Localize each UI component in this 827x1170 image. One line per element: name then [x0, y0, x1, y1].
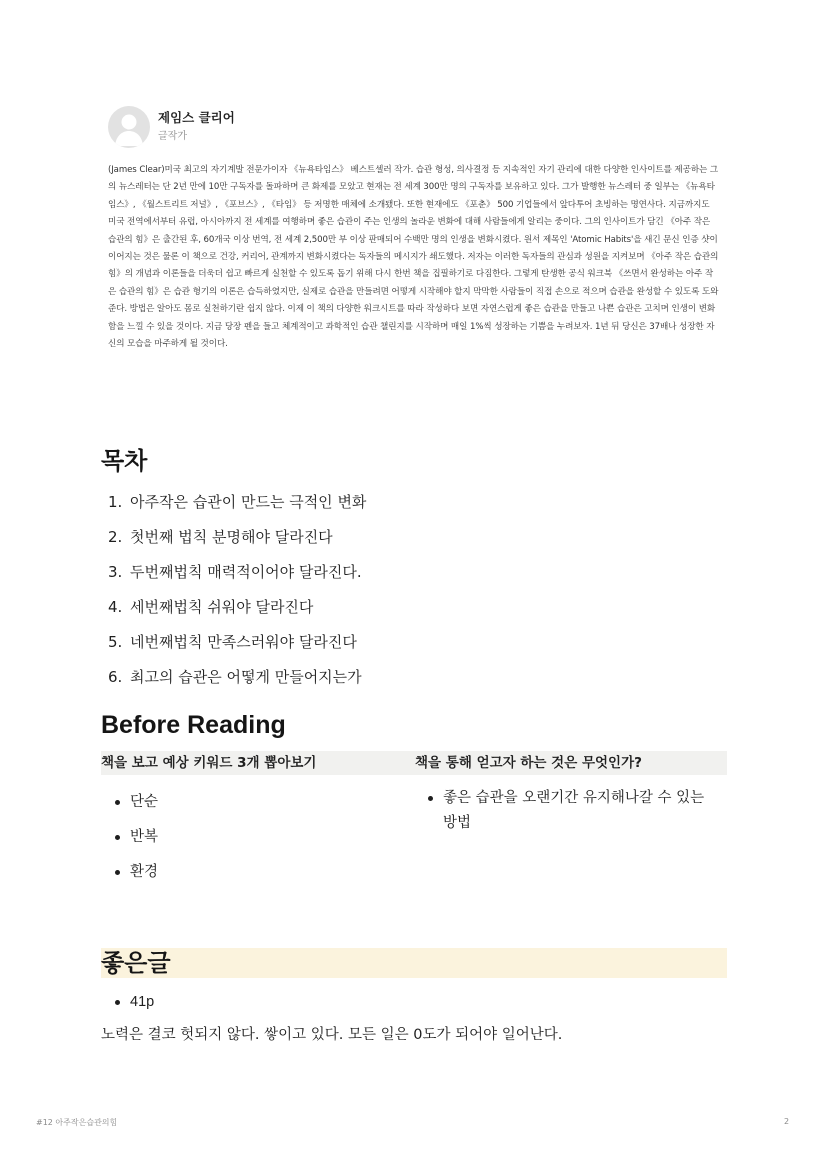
before-reading-heading: Before Reading [101, 711, 286, 739]
keywords-column-header-text: 책을 보고 예상 키워드 3개 뽑아보기 [101, 755, 317, 771]
toc-item-number: 2. [108, 528, 123, 546]
toc-item [108, 660, 366, 695]
goals-column-header-text: 책을 통해 얻고자 하는 것은 무엇인가? [415, 755, 642, 771]
toc-item [108, 590, 366, 625]
good-quote-heading-highlight [101, 948, 727, 978]
list-item: 반복 [108, 820, 158, 855]
user-silhouette-icon [108, 106, 150, 148]
page-number: 2 [784, 1117, 790, 1126]
toc-item-number: 4. [108, 598, 123, 616]
toc-item-text: 세번째법칙 쉬워야 달라진다 [130, 598, 314, 616]
table-of-contents [108, 485, 366, 695]
toc-item [108, 485, 366, 520]
toc-item-text: 첫번째 법칙 분명해야 달라진다 [130, 528, 333, 546]
author-block [108, 106, 235, 148]
author-bio: (James Clear)미국 최고의 자기계발 전문가이자 《뉴욕타임스》 베스트셀러 작가. 습관 형성, 의사결정 등 지속적인 자기 관리에 대한 다양한 인사이트를 제공하는 그의 뉴스레터는 단 2년 만에 10만 구독자를 돌파하며 큰 화제를 모았고 현재는 전 세계 300만 명의 구독자를 보유하고 있다. 그가 발행한 뉴스레터 중 일부는 《뉴욕타임스》, 《월스트리트 저널》, 《포브스》, 《타임》 등 저명한 매체에 소개됐다. 또한 현재에도 《포춘》 500 기업들에서 앞다투어 초빙하는 명연사다. 지금까지도 미국 전역에서부터 유럽, 아시아까지 전 세계를 여행하며 좋은 습관이 주는 인생의 놀라운 변화에 대해 사람들에게 알리는 중이다. 그의 인사이트가 담긴 《아주 작은 습관의 힘》은 출간된 후, 60개국 이상 번역, 전 세계 2,500만 부 이상 판매되어 수백만 명의 인생을 변화시켰다. 원서 제목인 'Atomic Habits'을 새긴 문신 인증 샷이 이어지는 것은 물론 이 책으로 건강, 커리어, 관계까지 변화시켰다는 독자들의 메시지가 쇄도했다. 저자는 이러한 독자들의 관심과 성원을 지켜보며 《아주 작은 습관의 힘》의 개념과 이론들을 더욱더 쉽고 빠르게 실천할 수 있도록 돕기 위해 다시 한번 책을 집필하기로 다짐한다. 그렇게 탄생한 공식 워크북 《쓰면서 완성하는 아주 작은 습관의 힘》은 습관 형기의 이론은 습득하였지만, 실제로 습관을 만들려면 어떻게 시작해야 할지 막막한 사람들이 직접 손으로 적으며 습관을 완성할 수 있도록 도와준다. 방법은 알아도 몸로 실천하기란 쉽지 않다. 이제 이 책의 다양한 워크시트를 따라 작성하다 보면 자연스럽게 좋은 습관을 만들고 나쁜 습관은 고치며 인생이 변화함을 느낄 수 있을 것이다. 지금 당장 펜을 들고 체계적이고 과학적인 습관 챌린지를 시작하며 매일 1%씩 성장하는 기쁨을 누려보자. 1년 뒤 당신은 37배나 성장한 자신의 모습을 마주하게 될 것이다. [108, 165, 719, 350]
toc-item-text: 두번째법칙 매력적이어야 달라진다. [130, 563, 362, 581]
good-quote-heading: 좋은글 [101, 949, 171, 977]
toc-item-text: 네번째법칙 만족스러워야 달라진다 [130, 633, 357, 651]
keywords-list [108, 785, 158, 890]
toc-item [108, 555, 366, 590]
goals-list [421, 786, 721, 836]
quote-text: 노력은 결코 헛되지 않다. 쌓이고 있다. 모든 일은 0도가 되어야 일어난다. [101, 1027, 563, 1043]
list-item: 단순 [108, 785, 158, 820]
toc-item-number: 1. [108, 493, 123, 511]
page-reference-list [108, 987, 154, 1017]
avatar [108, 106, 150, 148]
list-item: 좋은 습관을 오랜기간 유지해나갈 수 있는 방법 [421, 786, 721, 836]
toc-item-number: 5. [108, 633, 123, 651]
author-role: 글작가 [158, 131, 187, 142]
footer-title: #12 아주작은습관의힘 [36, 1118, 118, 1127]
author-name: 제임스 클리어 [158, 110, 235, 125]
page-reference: 41p [108, 987, 154, 1017]
toc-item-number: 6. [108, 668, 123, 686]
toc-item-text: 아주작은 습관이 만드는 극적인 변화 [130, 493, 367, 511]
keywords-column-header [101, 751, 414, 775]
toc-item [108, 520, 366, 555]
toc-item-number: 3. [108, 563, 123, 581]
list-item: 환경 [108, 855, 158, 890]
toc-item [108, 625, 366, 660]
toc-heading: 목차 [101, 447, 148, 475]
goals-column-header [414, 751, 727, 775]
toc-item-text: 최고의 습관은 어떻게 만들어지는가 [130, 668, 362, 686]
